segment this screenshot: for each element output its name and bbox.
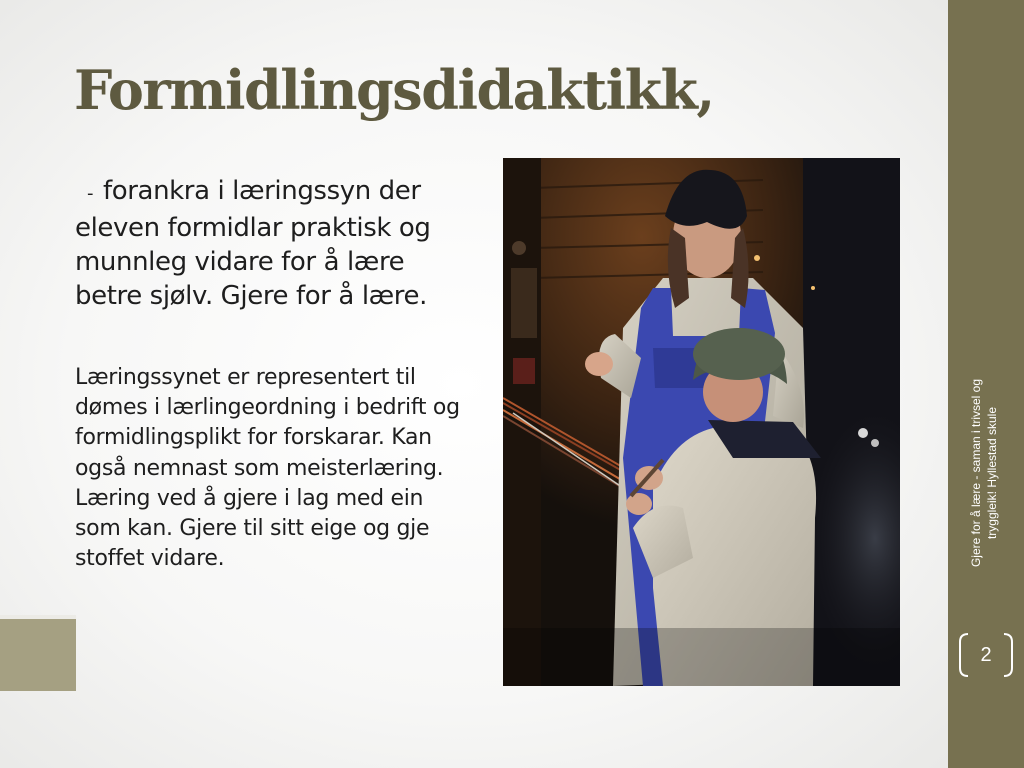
body-paragraph-1 (75, 174, 475, 313)
photo-children-winding-yarn (503, 158, 900, 686)
page-number (956, 630, 1016, 680)
page-number-text: 2 (980, 644, 992, 666)
footer-line-2: tryggleik! Hyllestad skule (985, 406, 999, 540)
body-paragraph-2: Læringssynet er representert til dømes i lærlingeordning i bedrift og formidlingsplikt for forskarar. Kan også nemnast som meisterlæring. Læring ved å gjere i lag med ein som kan. Gjere til sitt eige og gje stoffet vidare. (75, 365, 460, 572)
paragraph-1-text: forankra i læringssyn der eleven formidlar praktisk og munnleg vidare for å lære betre sjølv. Gjere for å lære. (75, 176, 431, 311)
footer-vertical (969, 348, 999, 598)
slide-body (75, 174, 475, 574)
footer-line-1: Gjere for å lære - saman i trivsel og (969, 378, 983, 568)
slide-title: Formidlingsdidaktikk, (74, 58, 714, 122)
footer-text (968, 348, 1000, 598)
page-number-background (0, 619, 76, 691)
bullet-dash: - (87, 183, 94, 204)
